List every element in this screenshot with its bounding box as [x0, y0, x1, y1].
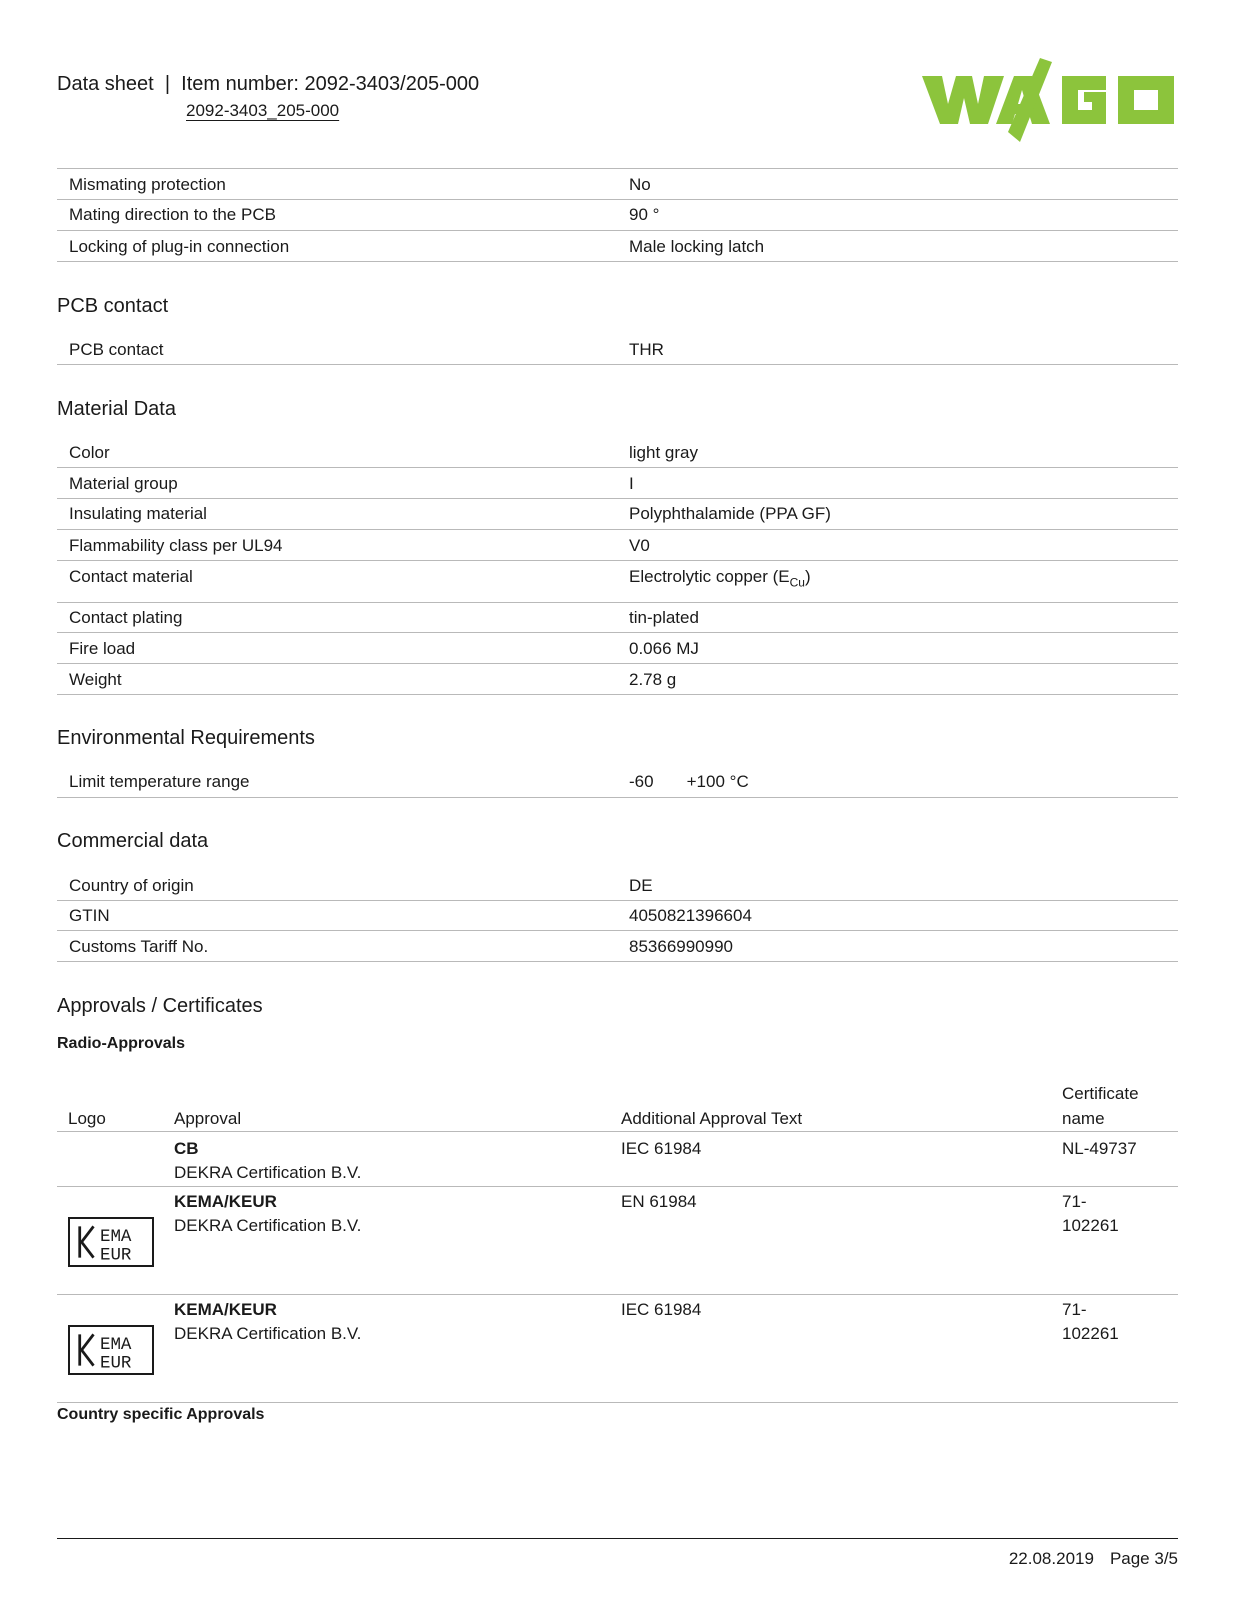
table-row — [57, 664, 1178, 695]
table-row — [57, 603, 1178, 633]
row-label: Mating direction to the PCB — [69, 205, 276, 224]
row-label: Material group — [69, 474, 178, 493]
approvals-table — [57, 1076, 1178, 1403]
row-value: No — [629, 175, 651, 194]
table-row — [57, 468, 1178, 499]
wago-logo-icon — [922, 58, 1178, 142]
approval-additional-text: IEC 61984 — [621, 1300, 702, 1319]
kema-keur-logo-icon — [68, 1217, 154, 1267]
table-row — [57, 436, 1178, 468]
certificate-name: 71- — [1062, 1192, 1087, 1211]
row-value: 2.78 g — [629, 670, 677, 689]
row-label: Locking of plug-in connection — [69, 237, 290, 256]
section-title-commercial: Commercial data — [57, 830, 209, 852]
row-label: PCB contact — [69, 340, 164, 359]
table-row — [57, 901, 1178, 931]
column-header-approval: Approval — [174, 1109, 242, 1128]
approval-name: CB — [174, 1139, 199, 1158]
row-label: Contact material — [69, 567, 193, 586]
column-header-certificate: Certificate — [1062, 1084, 1139, 1103]
row-value: 90 ° — [629, 205, 660, 224]
approval-additional-text: IEC 61984 — [621, 1139, 702, 1158]
row-label: Fire load — [69, 639, 136, 658]
row-value: 4050821396604 — [629, 906, 752, 925]
footer — [1009, 1549, 1178, 1569]
row-label: Limit temperature range — [69, 772, 250, 791]
row-label: Weight — [69, 670, 122, 689]
footer-date: 22.08.2019 — [1008, 1549, 1094, 1568]
certificate-name: 71- — [1062, 1300, 1087, 1319]
approval-issuer: DEKRA Certification B.V. — [174, 1163, 362, 1182]
row-label: Customs Tariff No. — [69, 937, 209, 956]
certificate-name-line2: 102261 — [1062, 1216, 1119, 1235]
section-title-material-data: Material Data — [57, 398, 176, 420]
approval-name: KEMA/KEUR — [174, 1300, 277, 1319]
row-value: tin-plated — [629, 608, 699, 627]
table-row — [57, 1187, 1178, 1295]
table-row — [57, 499, 1178, 530]
row-value: 85366990990 — [629, 937, 734, 956]
commercial-table — [57, 869, 1178, 962]
section-title-approvals: Approvals / Certificates — [57, 995, 263, 1017]
section-title-pcb-contact: PCB contact — [57, 295, 169, 317]
kema-keur-logo-glyph — [70, 1327, 152, 1373]
kema-logo-letters-bottom: EUR — [99, 1353, 132, 1373]
footer-divider — [57, 1538, 1178, 1539]
kema-logo-letters-top: EMA — [99, 1227, 132, 1248]
subsection-title-radio-approvals: Radio-Approvals — [57, 1035, 186, 1052]
footer-page-number: Page 3/5 — [1109, 1549, 1178, 1568]
certificate-name-line2: 102261 — [1062, 1324, 1119, 1343]
row-value-suffix: ) — [804, 567, 811, 586]
row-value: -60 +100 °C — [629, 772, 749, 791]
approval-name: KEMA/KEUR — [174, 1192, 277, 1211]
kema-logo-letters-bottom: EUR — [99, 1245, 132, 1265]
row-value: THR — [629, 340, 664, 359]
row-value — [629, 567, 811, 589]
row-value-subscript: Cu — [789, 575, 805, 590]
row-value: Polyphthalamide (PPA GF) — [629, 504, 831, 523]
pcb-contact-table — [57, 333, 1178, 365]
table-header — [57, 1076, 1178, 1132]
environmental-table — [57, 766, 1178, 798]
table-row — [57, 766, 1178, 798]
approval-issuer: DEKRA Certification B.V. — [174, 1324, 362, 1343]
row-label: Color — [69, 443, 110, 462]
certificate-name: NL-49737 — [1062, 1139, 1137, 1158]
approval-issuer: DEKRA Certification B.V. — [174, 1216, 362, 1235]
table-row — [57, 931, 1178, 962]
column-header-certificate-line2: name — [1062, 1109, 1105, 1128]
item-link[interactable]: 2092-3403_205-000 — [186, 101, 340, 120]
approval-additional-text: EN 61984 — [621, 1192, 697, 1211]
section-title-environmental: Environmental Requirements — [57, 727, 315, 749]
kema-keur-logo-icon — [68, 1325, 154, 1375]
row-label: Mismating protection — [69, 175, 226, 194]
row-label: Contact plating — [69, 608, 183, 627]
row-label: Insulating material — [69, 504, 207, 523]
table-row — [57, 1132, 1178, 1187]
page-title: Data sheet | Item number: 2092-3403/205-000 — [57, 73, 480, 95]
material-data-table — [57, 436, 1178, 695]
row-value: DE — [629, 876, 653, 895]
connection-table — [57, 168, 1178, 262]
table-row — [57, 1295, 1178, 1403]
table-row — [57, 333, 1178, 365]
column-header-logo: Logo — [68, 1109, 106, 1128]
table-row — [57, 169, 1178, 200]
subsection-title-country-approvals: Country specific Approvals — [57, 1406, 265, 1423]
table-row — [57, 530, 1178, 561]
column-header-additional: Additional Approval Text — [621, 1109, 803, 1128]
row-value: V0 — [629, 536, 650, 555]
row-label: Country of origin — [69, 876, 194, 895]
table-row — [57, 869, 1178, 901]
wago-logo — [922, 58, 1178, 142]
row-label: Flammability class per UL94 — [69, 536, 283, 555]
row-value-text: Electrolytic copper (E — [629, 567, 790, 586]
row-value: I — [629, 474, 634, 493]
row-value: light gray — [629, 443, 698, 462]
table-row — [57, 561, 1178, 603]
row-value: Male locking latch — [629, 237, 765, 256]
table-row — [57, 633, 1178, 664]
row-label: GTIN — [69, 906, 110, 925]
kema-keur-logo-glyph — [70, 1219, 152, 1265]
kema-logo-letters-top: EMA — [99, 1335, 132, 1356]
row-value: 0.066 MJ — [629, 639, 699, 658]
table-row — [57, 200, 1178, 231]
table-row — [57, 231, 1178, 262]
